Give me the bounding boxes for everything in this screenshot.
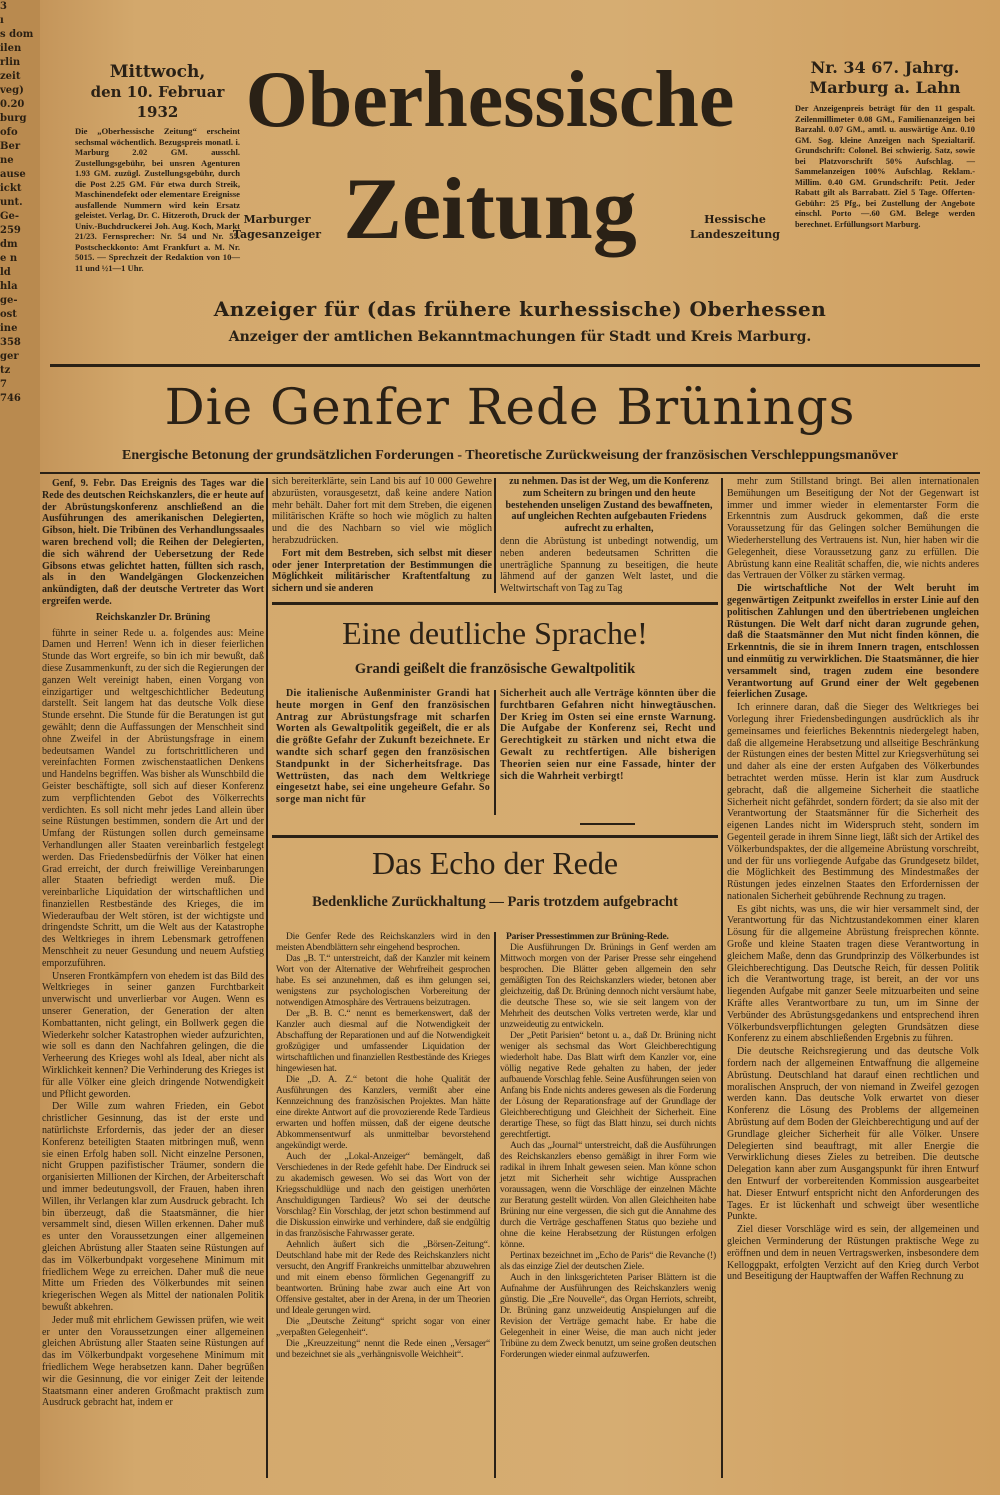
edge-fragment: e n (0, 253, 18, 264)
weekday: Mittwoch, (109, 62, 206, 82)
paragraph: Es gibt nichts, was uns, die wir hier versammelt sind, der Verantwortung für das Nichtzustandekommen einer klaren Lösung für die allgemeine Abrüstung freisprechen könnte. Große und kleine Staaten tragen diese Verantwortung in gleichem Maße, denn das Grundprinzip des Völkerbundes ist Gleichberechtigung. Das Deutsche Reich, für dessen Politik ich die Verantwortung trage, ist bereit, an der vor uns liegenden Aufgabe mit ganzer Seele mitzuarbeiten und seine Kräfte alles Verantwortbare zu tun, um im Sinne der Verbünder des Abrüstungsgedankens und entsprechend ihren Völkerbundsverpflichtungen gelegten Grundsätzen diese Konferenz zu einem abschließenden Ergebnis zu führen. (727, 903, 979, 1045)
subtitle-2: Anzeiger der amtlichen Bekanntmachungen für Stadt und Kreis Marburg. (228, 329, 812, 345)
paragraph: Der Wille zum wahren Frieden, ein Gebot christlicher Gesinnung, das ist der erste und natürlichste Erfordernis, das jeder der an dieser Konferenz beteiligten Staaten mitbringen muß, wenn sie einen Erfolg haben soll. Nicht einzelne Personen, nicht Gruppen pazifistischer Träumer, sondern die organisierten Millionen der Kirchen, der Arbeiterschaft und immer bedeutungsvoll, der Frauen, haben ihren Willen, ihr Verlangen klar zum Ausdruck gebracht. Ich bin überzeugt, daß die Staatsmänner, die hier versammelt sind, diesen Willen erkennen. Daher muß es unter den Voraussetzungen einer allgemeinen gleichen Abrüstung aller Staaten seine Rüstungen auf das im Völkerbundpakt vorgesehene Minimum mit friedlichem Wege zu erreichen. Daher muß die neue Mitte um Frieden des Völkerbundes mit seinen kriegerischen Wegen als Mittel der nationalen Politik bewußt abkehren. (42, 1101, 264, 1313)
column-rule (266, 478, 268, 1478)
edge-fragment: ge- (0, 295, 18, 306)
section-title: Pariser Pressestimmen zur Brüning-Rede. (506, 932, 669, 942)
edge-fragment: ost (0, 309, 17, 320)
paragraph: Ich erinnere daran, daß die Sieger des Weltkrieges bei Vorlegung ihrer Friedensbedingungen ausdrücklich als ihr gemeinsames und feierliches Bekenntnis niedergelegt haben, daß die allgemeine Herabsetzung und allseitige Beschränkung der Rüstungen eines der besten Mittel zur Kriegsverhütung sei und daher als eine der ersten Aufgaben des Völkerbundes betrachtet werden müsse. Herin ist klar zum Ausdruck gebracht, daß die allgemeine Sicherheit die staatliche Sicherheit nicht gefährdet, sondern fördert; da sie also mit der Verantwortung der Staatsmänner für die Sicherheit des eigenen Landes nicht im Widerspruch steht, sondern im Gegenteil gerade in ihrem Sinne liegt, läßt sich der Artikel des Völkerbundspaktes, der die allgemeine Abrüstung vorschreibt, und der für uns vorliegende Aufgabe das Grundgesetz bildet, die Möglichkeit des Bestimmung des Mindestmaßes der Rüstungen jedes einzelnen Staates den Erfordernissen der nationalen Sicherheit gebührende Rechnung zu tragen. (727, 702, 979, 902)
paragraph: Das „B. T.“ unterstreicht, daß der Kanzler mit keinem Wort von der Alternative der Wehrfreiheit gesprochen habe. Es sei anzunehmen, daß es ihm gelungen sei, wenigstens zur psychologischen Vorbereitung der notwendigen Atmosphäre des Vertrauens beizutragen. (276, 954, 490, 1008)
paragraph: Die „Kreuzzeitung“ nennt die Rede einen „Versager“ und bezeichnet sie als „verhängnisvolle Weichheit“. (276, 1339, 490, 1360)
paragraph: Die „Deutsche Zeitung“ spricht sogar von einer „verpaßten Gelegenheit“. (276, 1317, 490, 1338)
column-rule (494, 478, 496, 593)
right-label (680, 212, 790, 242)
edge-fragment: ause (0, 169, 26, 180)
right-label-line: Hessische (704, 213, 766, 226)
adjacent-page-edge (0, 0, 40, 1495)
edge-fragment: ı (0, 15, 4, 26)
edge-fragment: 746 (0, 393, 21, 404)
paragraph: Aehnlich äußert sich die „Börsen-Zeitung“. Deutschland habe mit der Rede des Reichskanzlers nicht versucht, den Angriff Frankreichs unmittelbar abzuwehren und mit einem ebenso förmlichen Gegenangriff zu beantworten. Brüning habe zwar auch eine Art von Offensive gestaltet, aber in der Arena, in der um Theorien und Ideale gerungen wird. (276, 1240, 490, 1316)
lead-subhead: Energische Betonung der grundsätzlichen Forderungen - Theoretische Zurückweisung der französischen Verschleppungsmanöver (121, 448, 898, 463)
edge-fragment: 7 (0, 379, 7, 390)
paragraph: Reichskanzler Dr. Brüning (95, 611, 211, 623)
third-headline: Das Echo der Rede (371, 845, 619, 881)
paragraph: Die deutsche Reichsregierung und das deutsche Volk fordern nach der allgemeinen Entwaffnung die allgemeine Abrüstung. Deutschland hat darauf einen rechtlichen und moralischen Anspruch, der von niemand in Zweifel gezogen werden kann. Das deutsche Volk erwartet von dieser Konferenz die Lösung des Problems der allgemeinen Abrüstung auf dem Boden der Gleichberechtigung und auf der Grundlage gleicher Sicherheit für alle Völker. Unsere Delegierten sind beauftragt, mit aller Energie die Verwirklichung dieses Zieles zu betreiben. Die deutsche Delegation kann aber zum Ausgangspunkt für ihren Entwurf den Entwurf der vorbereitenden Kommission ausgearbeitet hat. Dieser Entwurf entspricht nicht den Anforderungen des Tages. Er ist lückenhaft und schweigt über wesentliche Punkte. (727, 1046, 979, 1223)
left-label-line: Tagesanzeiger (232, 228, 322, 241)
paragraph: Sicherheit auch alle Verträge könnten über die furchtbaren Gefahren nicht hinwegtäuschen. Der Krieg im Osten sei eine ernste Warnung. Die Aufgabe der Konferenz sei, Recht und Gerechtigkeit zu stärken und nicht etwa die Gewalt zu rechtfertigen. Alle bisherigen Theorien seien nur eine Fassade, hinter der sich die Wahrheit verbirgt! (500, 688, 716, 782)
edge-fragment: 358 (0, 337, 21, 348)
lead-column-3 (500, 476, 718, 596)
paragraph: Pertinax bezeichnet im „Echo de Paris“ die Revanche (!) als das einzige Ziel der deutschen Ziele. (500, 1251, 716, 1272)
lead-column-1 (42, 478, 264, 1410)
edge-fragment: ilen (0, 43, 22, 54)
edge-fragment: s dom (0, 29, 34, 40)
divider (272, 602, 718, 605)
left-label-line: Marburger (243, 213, 311, 226)
paragraph: Fort mit dem Bestreben, sich selbst mit dieser oder jener Interpretation der Bestimmungen die Möglichkeit militärischer Kraftentfaltung zu sichern und sie anderen (272, 547, 492, 595)
paragraph: Genf, 9. Febr. Das Ereignis des Tages war die Rede des deutschen Reichskanzlers, die er heute auf der Abrüstungskonferenz anschließend an die Ausführungen des amerikanischen Delegierten, Gibson, hielt. Die Tribünen des Verhandlungssaales waren brechend voll; die Reihen der Delegierten, die sich während der Uebersetzung der Rede Gibsons etwas gelichtet hatten, füllten sich rasch, als in den Wandelgängen Glockenzeichen ankündigten, daß der deutsche Vertreter das Wort ergreifen werde. (42, 478, 264, 607)
paragraph: Die Genfer Rede des Reichskanzlers wird in den meisten Abendblättern sehr eingehend besprochen. (276, 932, 490, 953)
edge-fragment: hla (0, 281, 18, 292)
issue-number: Nr. 34 67. Jahrg. (810, 58, 960, 77)
edge-fragment: ofo (0, 127, 18, 138)
issue-date: den 10. Februar 1932 (90, 83, 225, 121)
newspaper-title-line1: Oberhessische (245, 56, 735, 144)
paragraph: Die „D. A. Z.“ betont die hohe Qualität der Ausführungen des Kanzlers, vermißt aber eine Kennzeichnung des französischen Projektes. Man hätte eine direkte Antwort auf die provozierende Rede Tardieus erwarten und hoffen müssen, daß der eigene deutsche Abkommensentwurf als unmittelbar bevorstehend angekündigt werde. (276, 1075, 490, 1151)
paragraph: Der „B. B. C.“ nennt es bemerkenswert, daß der Kanzler auch diesmal auf die Notwendigkeit der Abschaffung der Reparationen und auf die Notwendigkeit großzügiger und umfassender Liquidation der wirtschaftlichen und finanziellen Restbestände des Krieges hingewiesen hat. (276, 1009, 490, 1074)
left-label (222, 212, 332, 242)
edge-fragment: veg) (0, 85, 24, 96)
paragraph: Ziel dieser Vorschläge wird es sein, der allgemeinen und gleichen Verminderung der Rüstungen praktische Wege zu eröffnen und dem in neuen Vertragswerken, insbesondere dem Kelloggpakt, erfolgten Verzicht auf den Krieg durch Verbot und Beseitigung der Hauptwaffen der Waffen Rechnung zu (727, 1224, 979, 1283)
edge-fragment: unt. (0, 197, 23, 208)
column-rule (494, 932, 496, 1478)
subscription-info: Die „Oberhessische Zeitung“ erscheint sechsmal wöchentlich. Bezugspreis monatl. i. Marburg 2.02 GM. ausschl. Zustellungsgebühr, bei unsren Agenturen 1.93 GM. zuzügl. Zustellungsgebühr, durch die Post 2.25 GM. Für etwa durch Streik, Maschinendefekt oder elementare Ereignisse ausfallende Nummern wird kein Ersatz geleistet. Verlag, Dr. C. Hitzeroth, Druck der Univ.-Buchdruckerei Joh. Aug. Koch, Markt 21/23. Fernsprecher: Nr. 54 und Nr. 55. Postscheckkonto: Amt Frankfurt a. M. Nr. 5015. — Sprechzeit der Redaktion von 10—11 und ½1—1 Uhr. (75, 126, 240, 273)
paragraph: Die wirtschaftliche Not der Welt beruht im gegenwärtigen Zeitpunkt zweifellos in erster Linie auf den politischen Zahlungen und den übertriebenen ungleichen Rüstungen. Die Welt darf nicht daran zugrunde gehen, daß die Staatsmänner den Mut nicht finden können, die Erkenntnis, die sie in ihrem Innern tragen, entschlossen und einmütig zu verwirklichen. Die Staatsmänner, die hier versammelt sind, tragen zudem eine besondere Verantwortung auf Grund einer der Welt gegebenen feierlichen Zusage. (727, 583, 979, 701)
place: Marburg a. Lahn (809, 78, 961, 97)
edge-fragment: ine (0, 323, 18, 334)
column-rule (494, 690, 496, 815)
paragraph: Die Ausführungen Dr. Brünings in Genf werden am Mittwoch morgen von der Pariser Presse sehr eingehend besprochen. Die Blätter geben allgemein den sehr gemäßigten Ton des Reichskanzlers wieder, betonen aber gleichzeitig, daß Dr. Brüning dennoch nicht versäumt habe, die deutsche These so, wie sie seit langem von der Mehrheit des deutschen Volks vertreten werde, klar und unzweideutig zu entwickeln. (500, 943, 716, 1030)
edge-fragment: 3 (0, 1, 7, 12)
third-subhead: Bedenkliche Zurückhaltung — Paris trotzdem aufgebracht (312, 894, 678, 910)
edge-fragment: Ge- (0, 211, 20, 222)
newspaper-title-line2: Zeitung (343, 161, 637, 258)
lead-column-4 (727, 476, 979, 1284)
subtitle-1: Anzeiger für (das frühere kurhessische) Oberhessen (213, 297, 827, 321)
edge-fragment: ger (0, 351, 19, 362)
paragraph: zu nehmen. Das ist der Weg, um die Konferenz zum Scheitern zu bringen und den heute bestehenden unseligen Zustand des bewaffneten, auf ungleichen Rechten aufgebauten Friedens aufrecht zu erhalten, (505, 476, 713, 535)
divider (40, 472, 980, 474)
lead-column-2 (272, 476, 492, 596)
third-column-right (500, 932, 716, 1361)
right-label-line: Landeszeitung (690, 228, 780, 241)
third-column-left (276, 932, 490, 1361)
edge-fragment: ld (0, 267, 11, 278)
edge-fragment: 259 (0, 225, 21, 236)
second-column-right (500, 688, 716, 783)
paragraph: mehr zum Stillstand bringt. Bei allen internationalen Bemühungen um Beseitigung der Not der Gegenwart ist immer und immer wieder in elementarster Form die Erkenntnis zum Ausdruck gekommen, daß die erste Voraussetzung für das Gelingen solcher Bemühungen die Wiederherstellung des Vertrauens ist. Nun, hier haben wir die Gelegenheit, diese Voraussetzung ganz zu erfüllen. Die Abrüstung kann eine Realität schaffen, die, wie nichts anderes das Vertrauen der Völker zu stärken vermag. (727, 476, 979, 582)
second-subhead: Grandi geißelt die französische Gewaltpolitik (354, 661, 636, 677)
edge-fragment: burg (0, 113, 27, 124)
edge-fragment: Ber (0, 141, 21, 152)
edge-fragment: ne (0, 155, 14, 166)
paragraph: Auch das „Journal“ unterstreicht, daß die Ausführungen des Reichskanzlers ebenso gemäßigt in ihrer Form wie radikal in ihrem Inhalt gewesen seien. Man könne schon jetzt mit Sicherheit sehr wichtige Aussprachen voraussagen, wenn die Vorschläge der einzelnen Mächte zur Beratung gestellt würden. Von allen Gleichheiten habe Brüning nur eine vergessen, die sich gut die Annahme des durch die Verträge geschaffenen Status quo beziehe und ohne die keine Herabsetzung der Rüstungen erfolgen könne. (500, 1141, 716, 1250)
lead-headline: Die Genfer Rede Brünings (164, 378, 856, 436)
paragraph: Der „Petit Parisien“ betont u. a., daß Dr. Brüning nicht weniger als sechsmal das Wort Gleichberechtigung wiederholt habe. Das Blatt wirft dem Kanzler vor, eine völlig negative Rede gehalten zu haben, der jeder aufbauende Vorschlag fehle. Seine Ausführungen seien von Anfang bis Ende nichts anderes gewesen als die Forderung der Lösung der Reparationsfrage auf der Grundlage der Gleichberechtigung und Gleichheit der Sicherheit. Eine derartige These, so fügt das Blatt hinzu, sei durch nichts gerechtfertigt. (500, 1031, 716, 1140)
second-headline: Eine deutliche Sprache! (342, 615, 648, 651)
paragraph: Auch der „Lokal-Anzeiger“ bemängelt, daß Verschiedenes in der Rede gefehlt habe. Der Eindruck sei zu akademisch gewesen. Wo sei das Wort von der Kriegsschuldlüge und nach den geistigen unerhörten Anschuldigungen Tardieus? Wo sei der deutsche Vorschlag? Ein Vorschlag, der jetzt schon bestimmend auf die Diskussion einwirke und verhindere, daß sie endgültig in das französische Fahrwasser gerate. (276, 1152, 490, 1239)
paragraph: sich bereiterklärte, sein Land bis auf 10 000 Gewehre abzurüsten, vorausgesetzt, daß keine andere Nation mehr behält. Daher fort mit dem Streben, die eigenen militärischen Kräfte so hoch wie möglich zu halten und die des Nachbarn so viel wie möglich herabzudrücken. (272, 476, 492, 546)
column-rule (721, 478, 723, 1478)
advertising-rates: Der Anzeigenpreis beträgt für den 11 gespalt. Zeilenmillimeter 0.08 GM., Familienanzeigen bei Barzahl. 0.07 GM., amtl. u. auswärtige Anz. 0.10 GM. Sog. kleine Anzeigen nach Spezialtarif. Grundschrift: Colonel. Bei schwierig. Satz, sowie bei Platzvorschrift 50% Aufschlag. — Sammelanzeigen 100% Aufschlag. Reklam.-Millim. 0.40 GM. Grundschrift: Petit. Jeder Rabatt gilt als Barrabatt. Ziel 5 Tage. Offerten-Gebühr: 25 Pfg., bei Zustellung der Angebote einschl. Porto —.60 GM. Belege werden berechnet. Erfüllungsort Marburg. (795, 104, 975, 229)
edge-fragment: zeit (0, 71, 21, 82)
edge-fragment: ickt (0, 183, 22, 194)
paragraph: Unseren Frontkämpfern von ehedem ist das Bild des Weltkrieges in seiner ganzen Furchtbarkeit unverwischt und unverlierbar vor Augen. Wenn es unserer Generation, der Generation der alten Kombattanten, nicht gelingt, ein Bollwerk gegen die Wiederkehr solcher Katastrophen wieder aufzurichten, wie soll es dann den Nachfahren gelingen, die die Verheerung des Krieges wohl als Ideal, aber nicht als Wirklichkeit kennen? Die Verhinderung des Krieges ist für alle Völker eine gleich dringende Notwendigkeit und Pflicht geworden. (42, 970, 264, 1100)
divider (580, 823, 635, 825)
divider (50, 364, 980, 367)
divider (272, 835, 718, 838)
paragraph: führte in seiner Rede u. a. folgendes aus: Meine Damen und Herren! Wenn ich in dieser feierlichen Stunde das Wort ergreife, so bin ich mir bewußt, daß diese Zusammenkunft, zu der sich die Regierungen der ganzen Welt vereinigt haben, einen Vorgang von einzigartiger und weltgeschichtlicher Bedeutung darstellt. Seit langem hat das deutsche Volk diese Stunde ersehnt. Die Stunde für die Beratungen ist gut gewählt; denn die Auffassungen der Menschheit sind ohne Zweifel in der Abrüstungsfrage in einem bedeutsamen Wandel zu fortschrittlicheren und vereinfachten Formen zwischenstaatlichen Denkens und Handelns begriffen. Was bisher als Wunschbild die Geister beschäftigte, soll sich auf dieser Konferenz zum verpflichtenden Gebot des Völkerrechts verdichten. Es soll nicht mehr jedes Land allein über seine Rüstungen bestimmen, sondern die Art und der Umfang der Rüstungen sollen durch gemeinsame Verhandlungen aller Staaten vereinbarlich festgelegt werden. Das Friedensbedürfnis der Völker hat einen Grad erreicht, der durch freiwillige Vereinbarungen aller Staaten befriedigt werden muß. Die vereinbarliche Liquidation der wirtschaftlichen und finanziellen Restbestände des Krieges, die im Wiederaufbau der Welt stören, ist der wichtigste und dringendste Schritt, um die Welt aus der Katastrophe des Weltkrieges in ihrem Lebensmark getroffenen Menschheit zu neuer Gesundung und neuem Aufstieg emporzuführen. (42, 627, 264, 969)
paragraph: Die italienische Außenminister Grandi hat heute morgen in Genf den französischen Antrag zur Abrüstungsfrage mit scharfen Worten als Gewaltpolitik gegeißelt, die er als die größte Gefahr der Zukunft bezeichnete. Er wandte sich scharf gegen den französischen Standpunkt in der Sicherheitsfrage. Das Wettrüsten, das nach dem Weltkriege eingesetzt habe, sei eine ungeheure Gefahr. So sorge man nicht für (276, 688, 490, 806)
paragraph: Jeder muß mit ehrlichem Gewissen prüfen, wie weit er unter den Voraussetzungen einer allgemeinen gleichen Abrüstung aller Staaten seine Rüstungen auf das im Völkerbundpakt vorgesehene Minimum mit friedlichem Wege herabsetzen kann. Daher begrüßen wir die Gesinnung, die vor einiger Zeit der leitende Staatsmann einer anderen Großmacht praktisch zum Ausdruck gebracht hat, indem er (42, 1314, 264, 1409)
edge-fragment: tz (0, 365, 11, 376)
edge-fragment: 0.20 (0, 99, 25, 110)
paragraph: denn die Abrüstung ist unbedingt notwendig, um neben anderen bedeutsamen Schritten die unerträgliche Spannung zu beseitigen, die heute lähmend auf der ganzen Welt lastet, und die Weltwirtschaft von Tag zu Tag (500, 535, 718, 595)
masthead-right-box (795, 58, 975, 230)
edge-fragment: dm (0, 239, 18, 250)
second-column-left (276, 688, 490, 807)
edge-fragment: rlin (0, 57, 21, 68)
paragraph: Auch in den linksgerichteten Pariser Blättern ist die Aufnahme der Ausführungen des Reichskanzlers wenig günstig. Die „Ere Nouvelle“, das Organ Herriots, schreibt, Dr. Brüning ganz unzweideutig Anspielungen auf die Revision der Verträge gemacht habe. Er habe die Gelegenheit in einer Weise, die man auch nicht jeder Tribüne zu dem Zweck benutzt, um seine großen deutschen Forderungen wieder einmal aufzuwerfen. (500, 1273, 716, 1360)
